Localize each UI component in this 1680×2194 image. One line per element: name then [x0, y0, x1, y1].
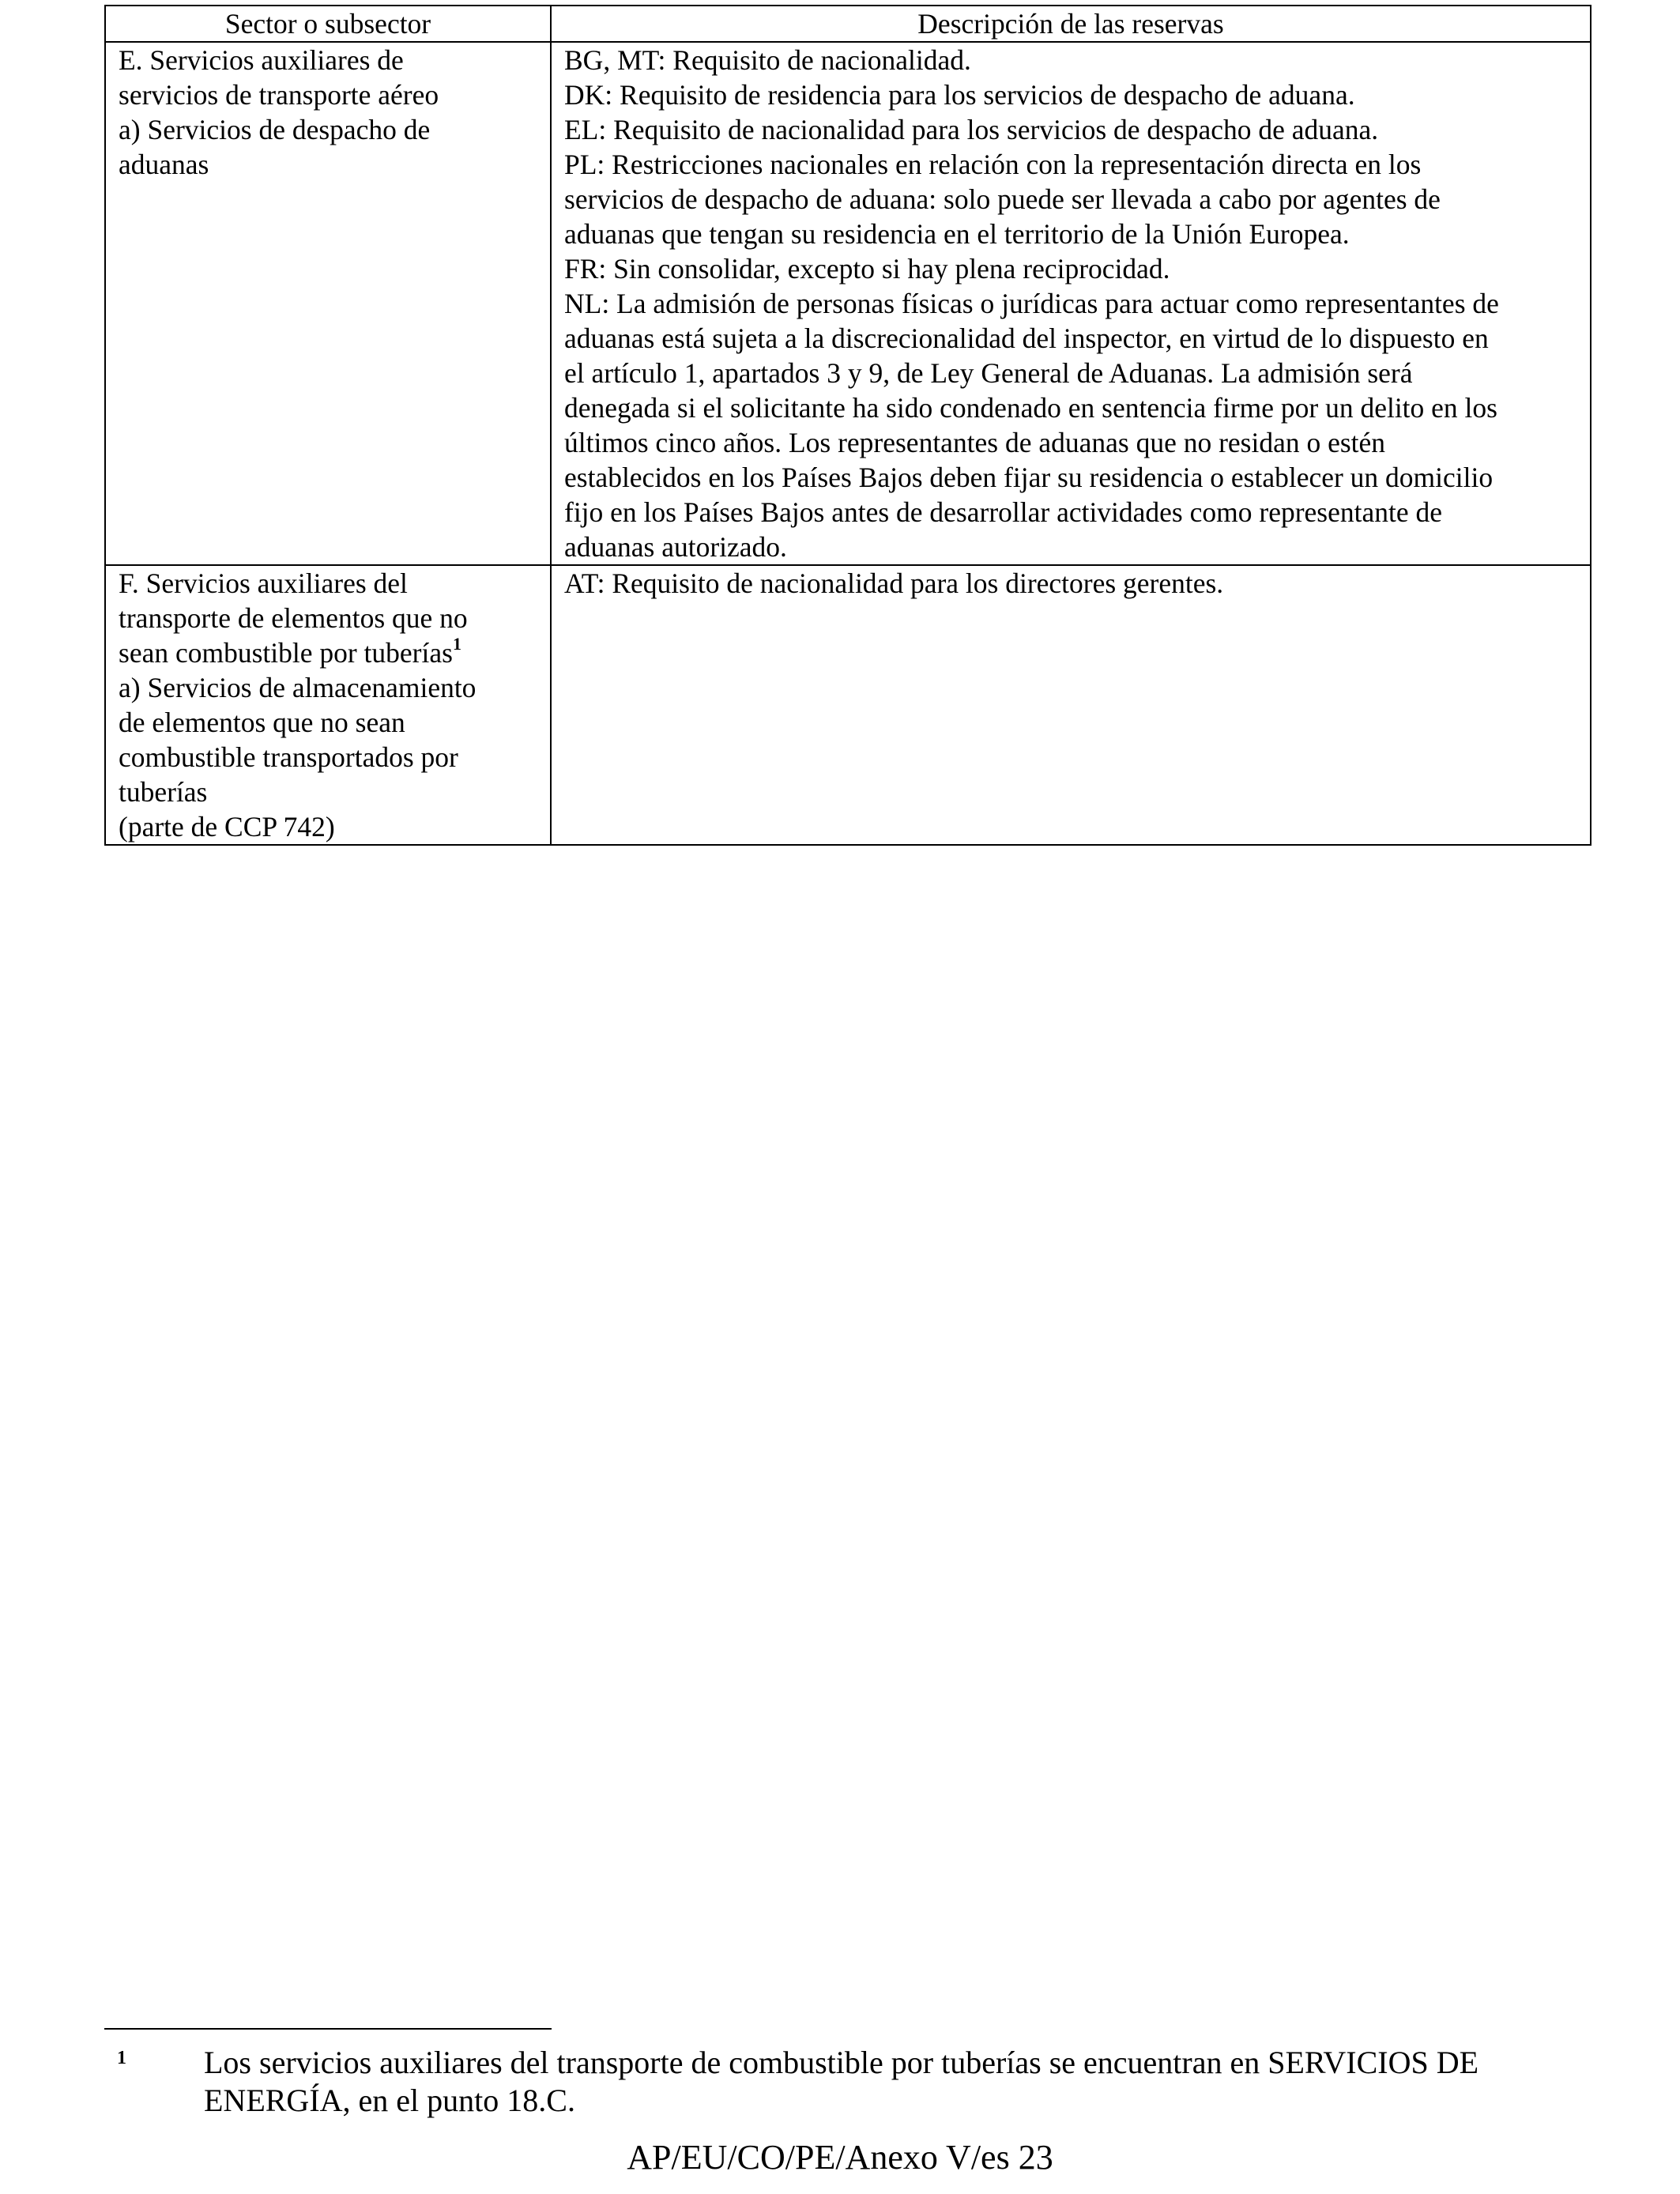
table-header-row	[105, 6, 1591, 42]
sector-line: a) Servicios de almacenamiento	[119, 672, 477, 703]
description-line: FR: Sin consolidar, excepto si hay plena reciprocidad.	[564, 253, 1170, 285]
page-footer: AP/EU/CO/PE/Anexo V/es 23	[627, 2138, 1053, 2177]
description-cell	[551, 42, 1591, 565]
sector-line: transporte de elementos que no	[119, 602, 468, 634]
header-sector: Sector o subsector	[105, 6, 551, 42]
description-line: AT: Requisito de nacionalidad para los directores gerentes.	[564, 567, 1224, 599]
table-row	[105, 565, 1591, 845]
description-line: EL: Requisito de nacionalidad para los servicios de despacho de aduana.	[564, 114, 1379, 145]
footnote-separator	[104, 2028, 552, 2030]
description-line: BG, MT: Requisito de nacionalidad.	[564, 44, 971, 76]
sector-line: E. Servicios auxiliares de	[119, 44, 404, 76]
description-line: DK: Requisito de residencia para los servicios de despacho de aduana.	[564, 79, 1355, 111]
description-line: aduanas que tengan su residencia en el territorio de la Unión Europea.	[564, 218, 1350, 250]
sector-line: servicios de transporte aéreo	[119, 79, 439, 111]
description-line: aduanas autorizado.	[564, 531, 787, 563]
sector-line: (parte de CCP 742)	[119, 811, 335, 843]
sector-cell	[105, 565, 551, 845]
description-line: NL: La admisión de personas físicas o jurídicas para actuar como representantes de	[564, 288, 1499, 319]
sector-line: F. Servicios auxiliares del	[119, 567, 408, 599]
description-line: fijo en los Países Bajos antes de desarrollar actividades como representante de	[564, 496, 1442, 528]
sector-line: tuberías	[119, 776, 208, 808]
sector-line-text: sean combustible por tuberías	[119, 637, 453, 669]
table-row	[105, 42, 1591, 565]
description-line: aduanas está sujeta a la discrecionalidad del inspector, en virtud de lo dispuesto en	[564, 322, 1489, 354]
description-line: últimos cinco años. Los representantes de aduanas que no residan o estén	[564, 427, 1386, 458]
description-cell	[551, 565, 1591, 845]
description-line: el artículo 1, apartados 3 y 9, de Ley General de Aduanas. La admisión será	[564, 357, 1413, 389]
reservations-table	[104, 5, 1591, 846]
description-line: establecidos en los Países Bajos deben fijar su residencia o establecer un domicilio	[564, 462, 1494, 493]
header-description: Descripción de las reservas	[551, 6, 1591, 42]
description-line: PL: Restricciones nacionales en relación con la representación directa en los	[564, 149, 1422, 180]
sector-cell	[105, 42, 551, 565]
description-line: servicios de despacho de aduana: solo puede ser llevada a cabo por agentes de	[564, 183, 1441, 215]
footnote-mark: 1	[117, 2048, 126, 2068]
footnote-reference[interactable]: 1	[452, 634, 461, 654]
description-line: denegada si el solicitante ha sido condenado en sentencia firme por un delito en los	[564, 392, 1497, 424]
sector-line: aduanas	[119, 149, 209, 180]
sector-line	[119, 635, 537, 670]
sector-line: de elementos que no sean	[119, 707, 405, 738]
footnote-text: Los servicios auxiliares del transporte de combustible por tuberías se encuentran en SERVICIOS DE ENERGÍA, en el punto 18.C.	[204, 2045, 1479, 2118]
sector-line: combustible transportados por	[119, 741, 458, 773]
sector-line: a) Servicios de despacho de	[119, 114, 431, 145]
